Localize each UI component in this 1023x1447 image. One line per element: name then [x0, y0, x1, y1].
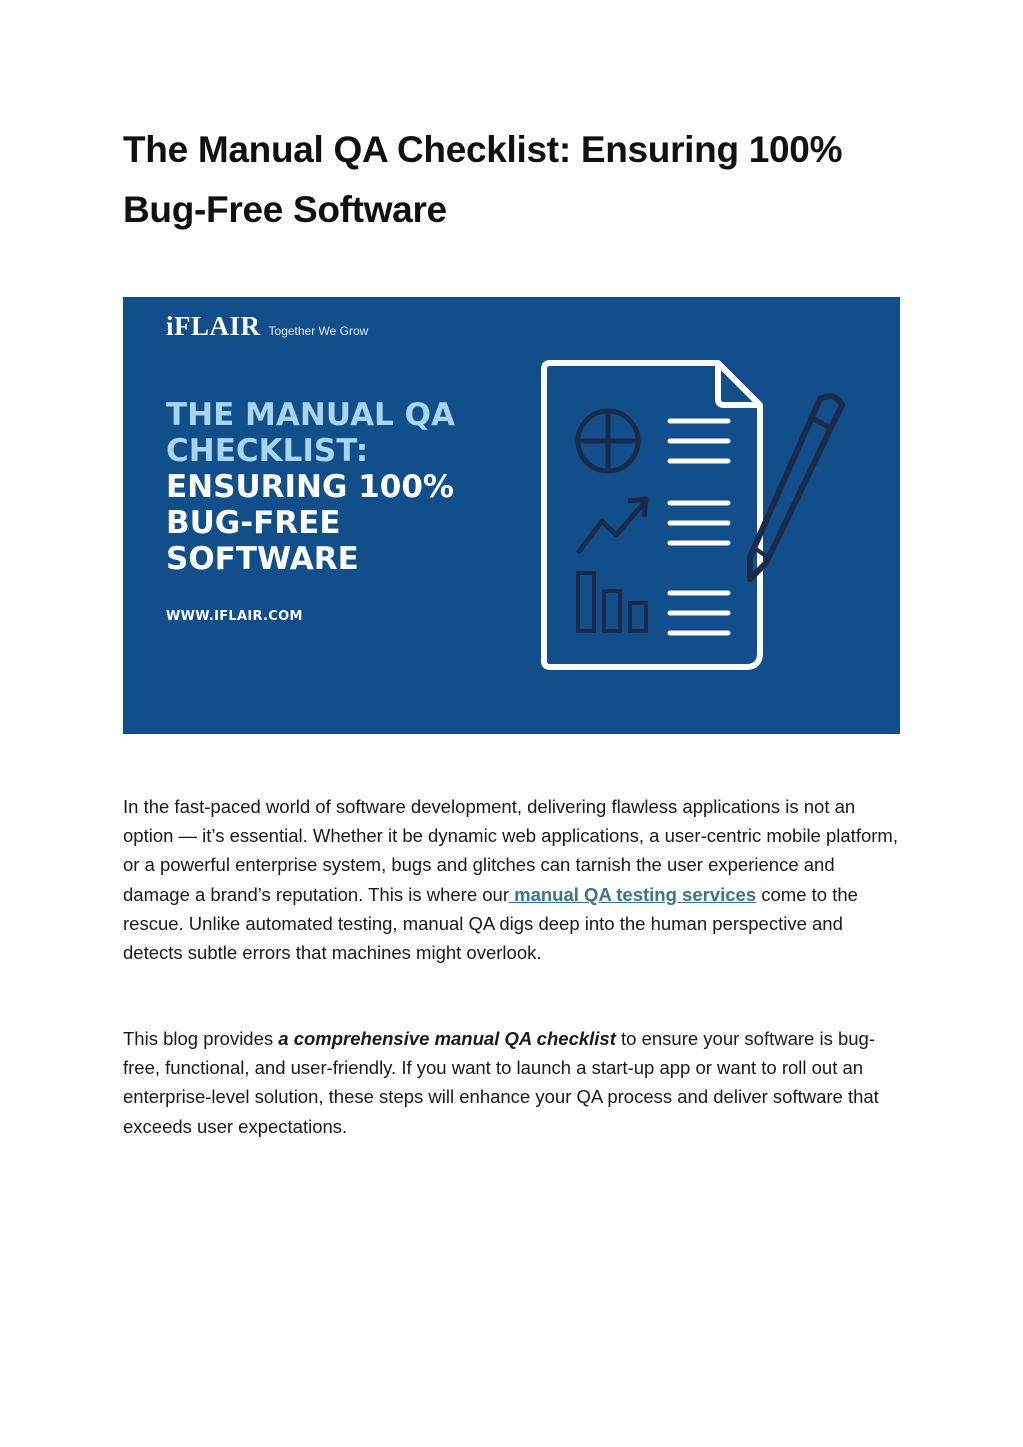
- pencil-icon: [750, 396, 842, 579]
- iflair-logo: [166, 311, 368, 347]
- crosshair-icon: [578, 411, 638, 471]
- logo-tagline: Together We Grow: [268, 324, 369, 338]
- headline-line: THE MANUAL QA: [166, 397, 455, 433]
- intro-text: In the fast-paced world of software development, delivering flawless applications is not an option — it’s essential. Whether it be dynamic web applications, a user-centric mobile platform, or a powerful enterprise system, bugs and glitches can tarnish the user experience and damage a brand’s reputation. This is where our: [123, 796, 898, 905]
- trend-arrow-icon: [578, 499, 646, 553]
- intro-paragraph: [123, 792, 903, 967]
- manual-qa-testing-services-link[interactable]: manual QA testing services: [509, 883, 757, 905]
- checklist-lines: [670, 421, 728, 633]
- logo-brand: iFLAIR: [166, 311, 261, 341]
- overview-text: This blog provides: [123, 1028, 279, 1049]
- overview-emphasis: a comprehensive manual QA checklist: [278, 1028, 616, 1049]
- headline-line: BUG-FREE: [166, 505, 341, 541]
- headline-line: SOFTWARE: [166, 541, 359, 577]
- bar-chart-icon: [578, 573, 646, 631]
- banner-headline: [166, 397, 526, 577]
- banner-url: WWW.IFLAIR.COM: [166, 609, 303, 624]
- headline-line: CHECKLIST:: [166, 433, 369, 469]
- hero-banner-image: [123, 297, 900, 734]
- page-title: The Manual QA Checklist: Ensuring 100% Bug-Free Software: [123, 129, 843, 230]
- overview-text-continued: to ensure your software is bug-free, functional, and user-friendly. If you want to launch a start-up app or want to roll out an enterprise-level solution, these steps will enhance your QA process and deliver software that exceeds user expectations.: [123, 1028, 879, 1137]
- blog-overview-paragraph: [123, 1024, 903, 1141]
- checklist-illustration: [528, 353, 868, 683]
- intro-text-continued: come to the rescue. Unlike automated testing, manual QA digs deep into the human perspective and detects subtle errors that machines might overlook.: [123, 883, 858, 964]
- headline-line: ENSURING 100%: [166, 469, 454, 505]
